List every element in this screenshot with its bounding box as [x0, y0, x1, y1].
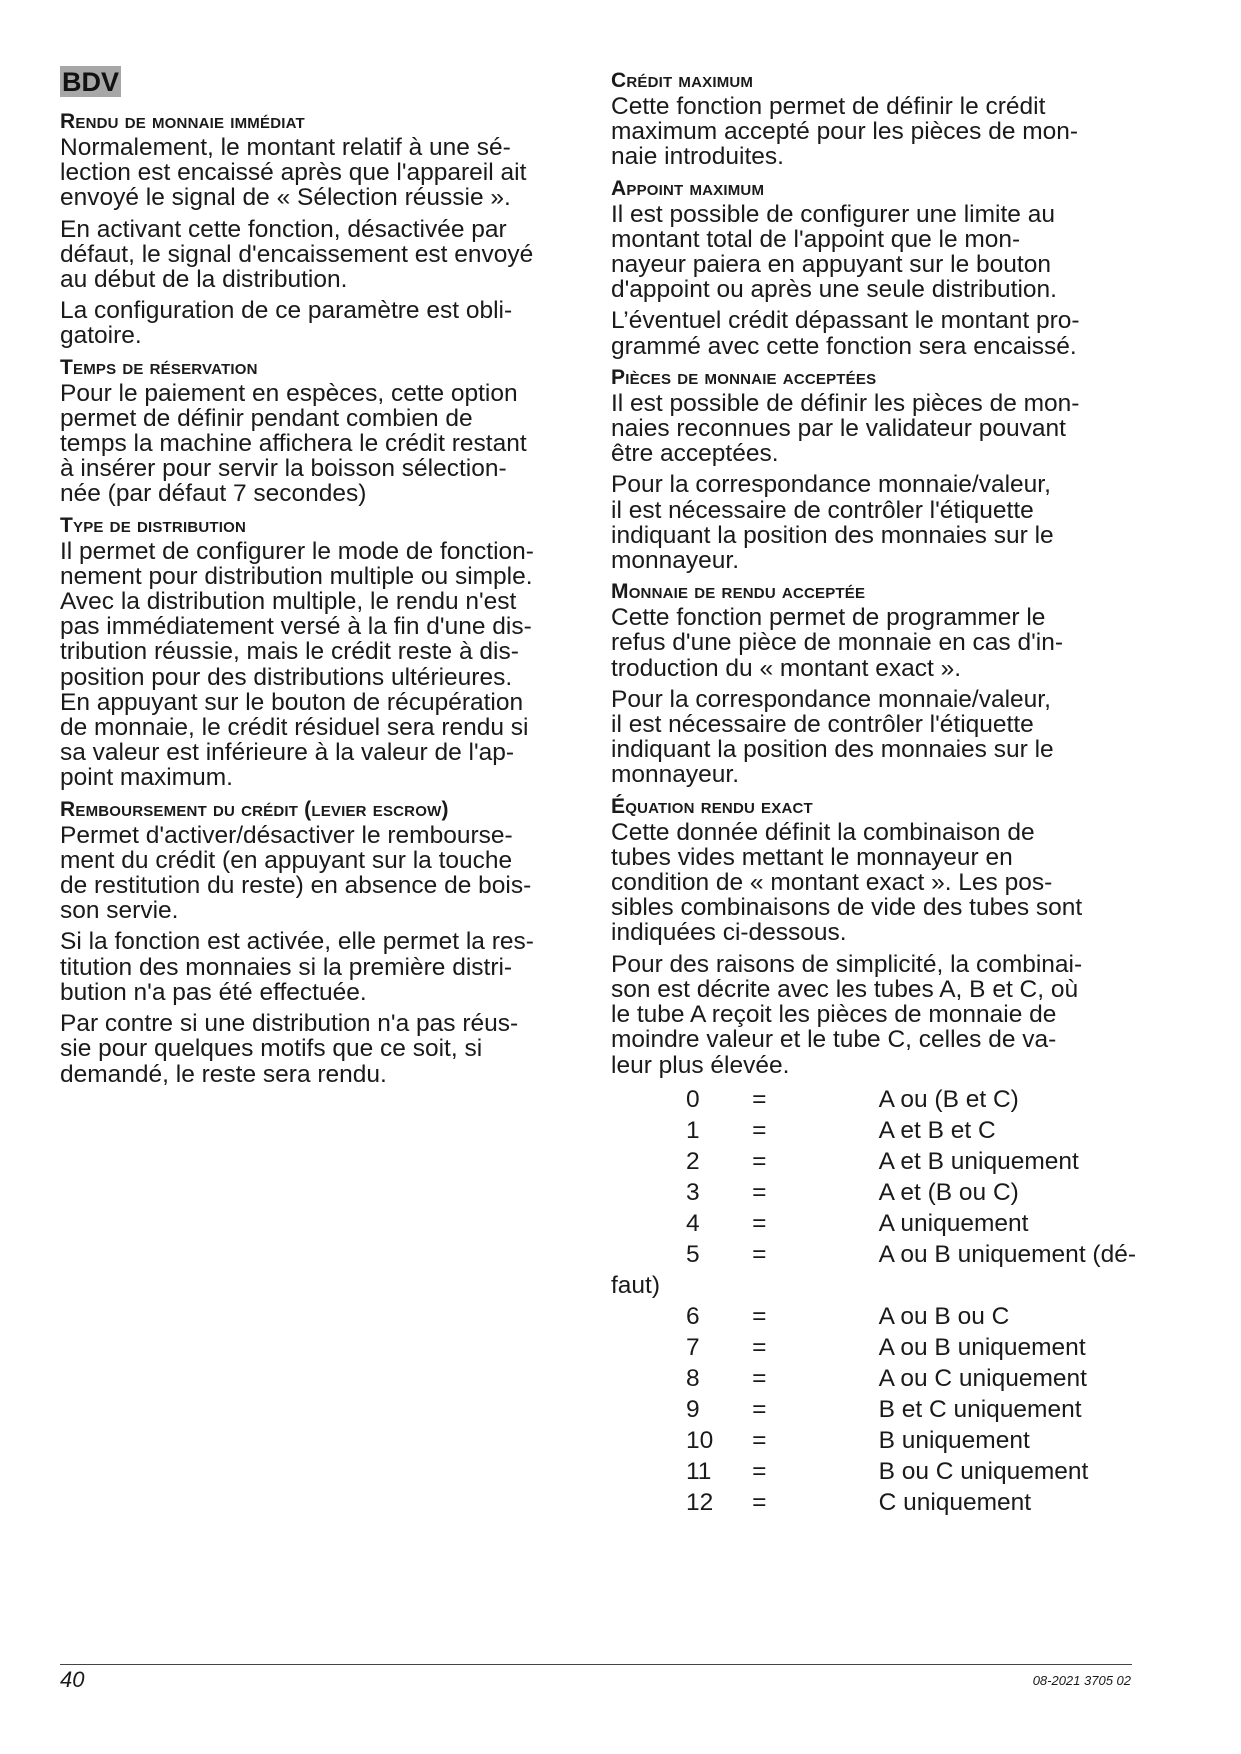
equation-number: 8 — [686, 1364, 700, 1392]
equals-sign: = — [752, 1147, 767, 1175]
section-heading: Pièces de monnaie acceptées — [611, 365, 877, 389]
equation-text: A ou C uniquement — [878, 1364, 1087, 1392]
equation-row — [611, 1115, 1136, 1146]
section-tag: BDV — [62, 67, 120, 97]
paragraph: Il est possible de configurer une limite au montant total de l'appoint que le mon- nayeur paiera en appuyant sur le bouton d'appoint ou après une seule distribution. — [611, 200, 1057, 304]
right-column — [611, 62, 1136, 1518]
equation-text: B uniquement — [878, 1426, 1030, 1454]
equation-text: A ou (B et C) — [878, 1085, 1019, 1113]
equation-row — [611, 1456, 1136, 1487]
section-heading: Appoint maximum — [611, 176, 765, 200]
paragraph: Pour le paiement en espèces, cette option permet de définir pendant combien de temps la machine affichera le crédit restant à insérer pour servir la boisson sélection- née (par défaut 7 secondes) — [60, 379, 527, 508]
paragraph: Il permet de configurer le mode de fonction- nement pour distribution multiple ou simple. Avec la distribution multiple, le rendu n'est pas immédiatement versé à la fin d'une dis- tribution réussie, mais le crédit reste à dis- position pour des distributions ultérieures. En appuyant sur le bouton de récupération de monnaie, le crédit résiduel sera rendu si sa valeur est inférieure à la valeur de l'ap- point maximum. — [60, 537, 534, 792]
equation-text: A et (B ou C) — [878, 1178, 1019, 1206]
equation-number: 0 — [686, 1085, 700, 1113]
equals-sign: = — [752, 1209, 767, 1237]
equation-number: 12 — [686, 1488, 714, 1516]
equation-row — [611, 1084, 1136, 1115]
equals-sign: = — [752, 1178, 767, 1206]
paragraph: Pour des raisons de simplicité, la combinai- son est décrite avec les tubes A, B et C, où le tube A reçoit les pièces de monnaie de moindre valeur et le tube C, celles de va- leur plus élevée. — [611, 950, 1083, 1079]
equation-row — [611, 1425, 1136, 1456]
page-number: 40 — [60, 1667, 85, 1692]
paragraph: Par contre si une distribution n'a pas réus- sie pour quelques motifs que ce soit, si demandé, le reste sera rendu. — [60, 1010, 519, 1088]
equation-text: A ou B uniquement — [878, 1333, 1086, 1361]
equation-row — [611, 1363, 1136, 1394]
left-sections — [60, 109, 585, 1087]
paragraph: Pour la correspondance monnaie/valeur, il est nécessaire de contrôler l'étiquette indiquant la position des monnaies sur le monnayeur. — [611, 471, 1054, 575]
footer-divider — [60, 1664, 1132, 1665]
equation-number: 7 — [686, 1333, 700, 1361]
section-heading: Type de distribution — [60, 513, 247, 537]
equation-text: B et C uniquement — [878, 1395, 1082, 1423]
section-heading: Temps de réservation — [60, 355, 258, 379]
document-reference: 08-2021 3705 02 — [1032, 1673, 1131, 1688]
paragraph: La configuration de ce paramètre est obli- gatoire. — [60, 297, 513, 350]
equals-sign: = — [752, 1085, 767, 1113]
equals-sign: = — [752, 1364, 767, 1392]
equals-sign: = — [752, 1116, 767, 1144]
equals-sign: = — [752, 1457, 767, 1485]
equals-sign: = — [752, 1333, 767, 1361]
equation-number: 10 — [686, 1426, 714, 1454]
equation-text-continuation: faut) — [611, 1271, 661, 1299]
equation-number: 9 — [686, 1395, 700, 1423]
equation-row — [611, 1208, 1136, 1239]
paragraph: Cette fonction permet de définir le crédit maximum accepté pour les pièces de mon- naie introduites. — [611, 93, 1079, 171]
equation-number: 11 — [686, 1457, 712, 1485]
equals-sign: = — [752, 1302, 767, 1330]
equation-text: C uniquement — [878, 1488, 1032, 1516]
equation-row — [611, 1177, 1136, 1208]
right-sections — [611, 68, 1136, 1078]
equation-number: 3 — [686, 1178, 700, 1206]
paragraph: Cette donnée définit la combinaison de tubes vides mettant le monnayeur en condition de « montant exact ». Les pos- sibles combinaisons de vide des tubes sont indiquées ci-dessous. — [611, 818, 1083, 947]
equals-sign: = — [752, 1395, 767, 1423]
equation-number: 5 — [686, 1240, 700, 1268]
equals-sign: = — [752, 1488, 767, 1516]
paragraph: En activant cette fonction, désactivée par défaut, le signal d'encaissement est envoyé au début de la distribution. — [60, 215, 534, 294]
paragraph: Cette fonction permet de programmer le refus d'une pièce de monnaie en cas d'in- troduction du « montant exact ». — [611, 604, 1064, 682]
section-heading: Crédit maximum — [611, 69, 754, 92]
equals-sign: = — [752, 1240, 767, 1268]
paragraph: Normalement, le montant relatif à une sé- lection est encaissé après que l'appareil ait envoyé le signal de « Sélection réussie ». — [60, 134, 527, 212]
section-heading: Rendu de monnaie immédiat — [60, 110, 305, 133]
equation-text: A ou B ou C — [878, 1302, 1010, 1330]
section-heading: Monnaie de rendu acceptée — [611, 580, 866, 604]
equation-number: 1 — [686, 1116, 700, 1144]
equation-text: A et B uniquement — [878, 1147, 1079, 1175]
equation-text: B ou C uniquement — [878, 1457, 1089, 1485]
equation-row — [611, 1332, 1136, 1363]
paragraph: Il est possible de définir les pièces de mon- naies reconnues par le validateur pouvant être acceptées. — [611, 389, 1080, 468]
paragraph: Pour la correspondance monnaie/valeur, il est nécessaire de contrôler l'étiquette indiquant la position des monnaies sur le monnayeur. — [611, 685, 1054, 789]
equation-text: A et B et C — [878, 1116, 996, 1144]
paragraph: Permet d'activer/désactiver le rembourse- ment du crédit (en appuyant sur la touche de restitution du reste) en absence de bois- son servie. — [60, 821, 532, 925]
equation-row — [611, 1394, 1136, 1425]
equation-row — [611, 1239, 1136, 1270]
equation-table — [611, 1084, 1136, 1518]
equation-text: A ou B uniquement (dé- — [878, 1240, 1136, 1268]
section-heading: Remboursement du crédit (levier escrow) — [60, 797, 449, 821]
equation-number: 4 — [686, 1209, 700, 1237]
equation-row — [611, 1487, 1136, 1518]
equation-row — [611, 1146, 1136, 1177]
paragraph: L’éventuel crédit dépassant le montant pro- grammé avec cette fonction sera encaissé. — [611, 307, 1080, 360]
section-heading: Équation rendu exact — [611, 794, 813, 818]
equation-text: A uniquement — [878, 1209, 1029, 1237]
equals-sign: = — [752, 1426, 767, 1454]
left-column — [60, 66, 585, 1093]
paragraph: Si la fonction est activée, elle permet la res- titution des monnaies si la première distri- bution n'a pas été effectuée. — [60, 928, 534, 1006]
equation-number: 2 — [686, 1147, 700, 1175]
equation-number: 6 — [686, 1302, 700, 1330]
equation-row — [611, 1301, 1136, 1332]
